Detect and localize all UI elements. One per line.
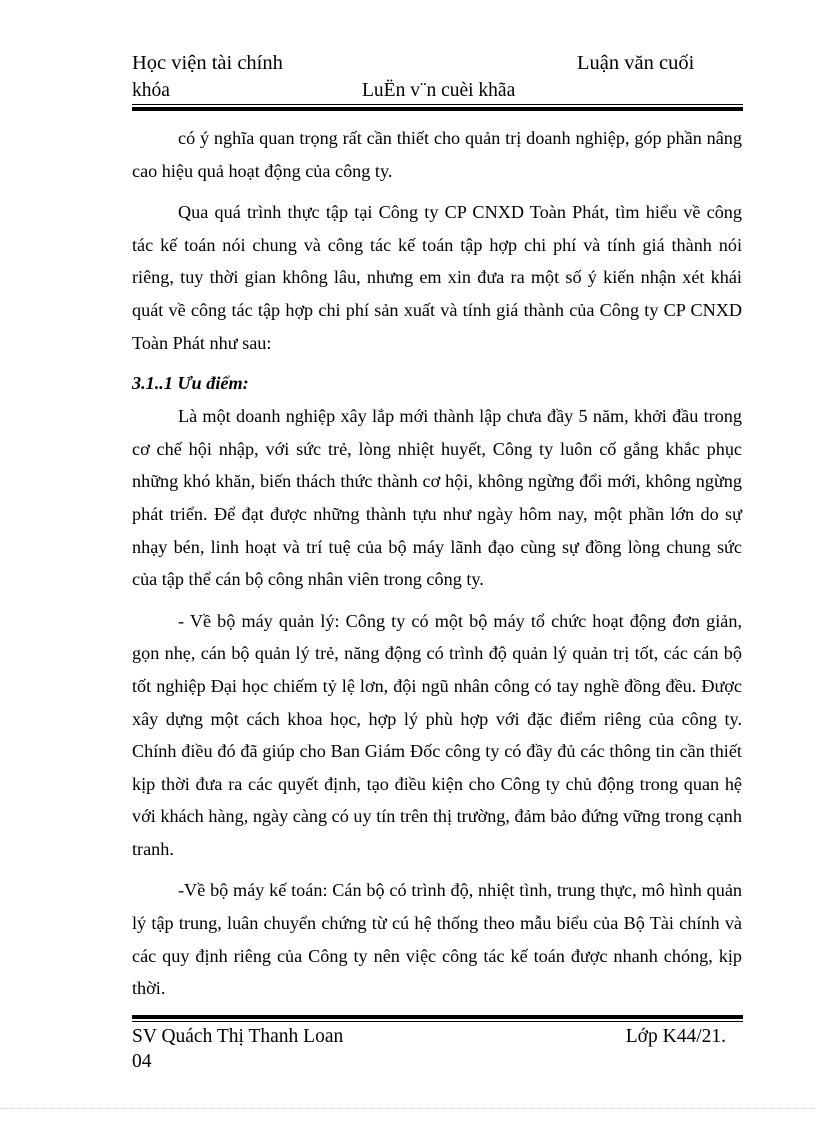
header-garbled-title: LuËn v¨n cuèi khãa bbox=[362, 80, 516, 101]
header-institution: Học viện tài chính bbox=[132, 52, 283, 74]
section-heading: 3.1..1 Ưu điểm: bbox=[132, 373, 249, 394]
header-rule-thin bbox=[132, 104, 743, 105]
footer-class-continuation: 04 bbox=[132, 1051, 152, 1072]
footer-line-1 bbox=[132, 1026, 742, 1052]
paragraph-2: Qua quá trình thực tập tại Công ty CP CNXD Toàn Phát, tìm hiểu về công tác kế toán nói chung và công tác kế toán tập hợp chi phí và tính giá thành nói riêng, tuy thời gian không lâu, nhưng em xin đưa ra một số ý kiến nhận xét khái quát về công tác tập hợp chi phí sản xuất và tính giá thành của Công ty CP CNXD Toàn Phát như sau: bbox=[132, 202, 742, 353]
page-edge-divider bbox=[0, 1108, 816, 1109]
header-continuation: khóa bbox=[132, 80, 170, 101]
header-document-type: Luận văn cuối bbox=[577, 52, 695, 74]
footer-student-name: SV Quách Thị Thanh Loan bbox=[132, 1026, 344, 1047]
footer-class: Lớp K44/21. bbox=[625, 1026, 726, 1047]
header-line-1 bbox=[132, 52, 742, 80]
footer-rule-thick bbox=[132, 1015, 743, 1019]
header-line-2 bbox=[132, 80, 742, 106]
main-text bbox=[132, 122, 742, 1014]
header-rule-thick bbox=[132, 107, 743, 111]
paragraph-4: - Về bộ máy quản lý: Công ty có một bộ máy tổ chức hoạt động đơn giản, gọn nhẹ, cán bộ quản lý trẻ, năng động có trình độ quản lý quản trị tốt, các cán bộ tốt nghiệp Đại học chiếm tỷ lệ lơn, đội ngũ nhân công có tay nghề đồng đều. Được xây dựng một cách khoa học, hợp lý phù hợp với đặc điểm riêng của công ty. Chính điều đó đã giúp cho Ban Giám Đốc công ty có đầy đủ các thông tin cần thiết kịp thời đưa ra các quyết định, tạo điều kiện cho Công ty chủ động trong quan hệ với khách hàng, ngày càng có uy tín trên thị trường, đảm bảo đứng vững trong cạnh tranh. bbox=[132, 610, 742, 859]
paragraph-5: -Về bộ máy kế toán: Cán bộ có trình độ, nhiệt tình, trung thực, mô hình quản lý tập trung, luân chuyển chứng từ cú hệ thống theo mẫu biểu của Bộ Tài chính và các quy định riêng của Công ty nên việc công tác kế toán được nhanh chóng, kịp thời. bbox=[132, 880, 742, 999]
paragraph-3: Là một doanh nghiệp xây lắp mới thành lập chưa đầy 5 năm, khởi đầu trong cơ chế hội nhập, với sức trẻ, lòng nhiệt huyết, Công ty luôn cố gắng khắc phục những khó khăn, biến thách thức thành cơ hội, không ngừng đổi mới, không ngừng phát triển. Để đạt được những thành tựu như ngày hôm nay, một phần lớn do sự nhạy bén, linh hoạt và trí tuệ của bộ máy lãnh đạo cùng sự đồng lòng chung sức của tập thể cán bộ công nhân viên trong công ty. bbox=[132, 406, 742, 590]
footer-rule-thin bbox=[132, 1021, 743, 1022]
paragraph-1: có ý nghĩa quan trọng rất cần thiết cho quản trị doanh nghiệp, góp phần nâng cao hiệu quả hoạt động của công ty. bbox=[132, 128, 742, 181]
